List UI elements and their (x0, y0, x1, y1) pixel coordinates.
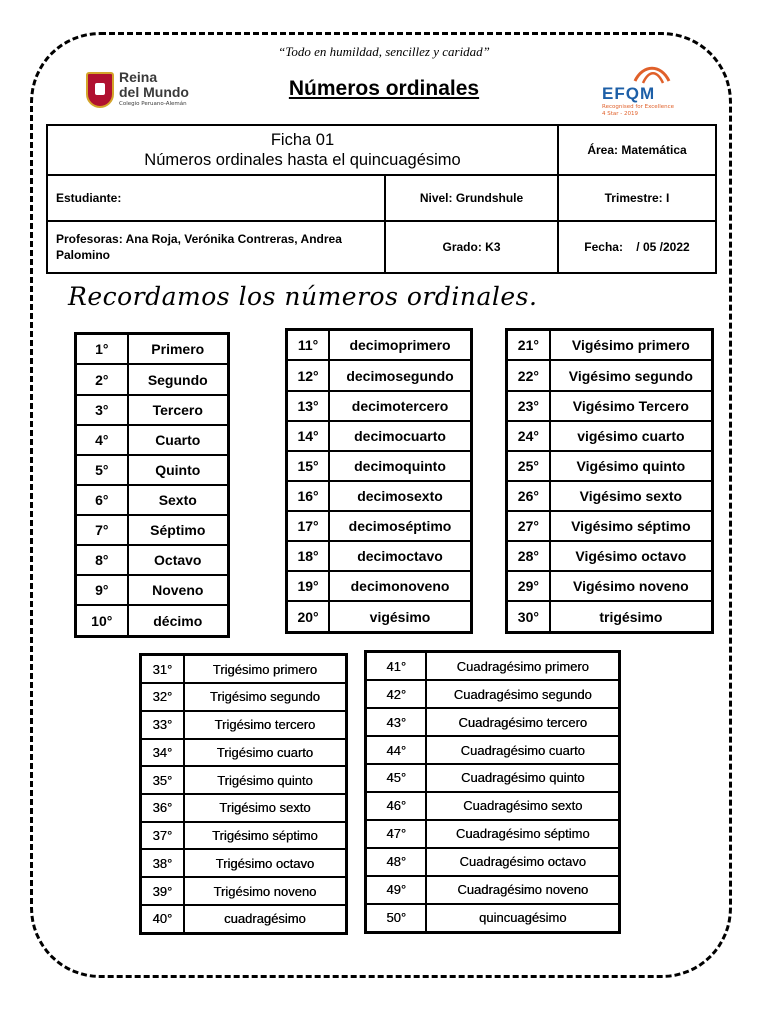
ordinal-number-cell: 36° (141, 794, 184, 822)
table-row (507, 571, 713, 601)
ordinal-word-cell: decimoctavo (329, 541, 471, 571)
table-row (76, 545, 229, 575)
ordinal-number-cell: 7° (76, 515, 128, 545)
ordinal-word-cell: decimosexto (329, 481, 471, 511)
ordinal-word-cell: Vigésimo primero (550, 330, 713, 361)
ordinal-word-cell: Trigésimo sexto (184, 794, 347, 822)
ordinal-word-cell: decimosegundo (329, 360, 471, 390)
ordinal-number-cell: 10° (76, 605, 128, 636)
table-row (366, 652, 620, 681)
ordinal-word-cell: quincuagésimo (426, 904, 619, 933)
grade-label: Grado: K3 (385, 221, 558, 273)
ordinal-number-cell: 32° (141, 683, 184, 711)
ordinal-table-41-50 (364, 650, 621, 934)
table-row (366, 764, 620, 792)
table-row (507, 541, 713, 571)
ordinal-table-1-10 (74, 332, 230, 638)
table-row (76, 395, 229, 425)
table-row (141, 822, 347, 850)
ordinal-number-cell: 41° (366, 652, 427, 681)
ordinal-number-cell: 30° (507, 601, 550, 632)
table-row (366, 708, 620, 736)
ordinal-number-cell: 22° (507, 360, 550, 390)
date-field: Fecha: / 05 /2022 (558, 221, 716, 273)
ordinal-word-cell: Cuadragésimo noveno (426, 876, 619, 904)
table-row (287, 330, 472, 361)
ordinal-number-cell: 18° (287, 541, 330, 571)
ordinal-number-cell: 2° (76, 364, 128, 394)
table-row (507, 601, 713, 632)
ordinal-number-cell: 26° (507, 481, 550, 511)
ordinal-word-cell: Vigésimo noveno (550, 571, 713, 601)
table-row (141, 739, 347, 767)
table-row (141, 794, 347, 822)
worksheet-info-table (46, 124, 717, 274)
table-row (141, 711, 347, 739)
table-row (366, 792, 620, 820)
ordinal-number-cell: 28° (507, 541, 550, 571)
ordinal-number-cell: 6° (76, 485, 128, 515)
table-row (366, 680, 620, 708)
ordinal-word-cell: decimocuarto (329, 421, 471, 451)
ordinal-number-cell: 31° (141, 655, 184, 684)
table-row (141, 766, 347, 794)
ordinal-table-11-20 (285, 328, 473, 634)
ordinal-word-cell: Trigésimo tercero (184, 711, 347, 739)
ordinal-word-cell: Vigésimo séptimo (550, 511, 713, 541)
worksheet-subject: Números ordinales hasta el quincuagésimo (144, 151, 461, 169)
ordinal-number-cell: 12° (287, 360, 330, 390)
ordinal-number-cell: 17° (287, 511, 330, 541)
table-row (287, 451, 472, 481)
ordinal-number-cell: 1° (76, 334, 128, 365)
ordinal-word-cell: decimoquinto (329, 451, 471, 481)
ordinal-number-cell: 11° (287, 330, 330, 361)
ordinal-word-cell: decimotercero (329, 391, 471, 421)
ordinal-word-cell: decimonoveno (329, 571, 471, 601)
table-row (507, 421, 713, 451)
ordinal-word-cell: Cuadragésimo séptimo (426, 820, 619, 848)
ordinal-number-cell: 50° (366, 904, 427, 933)
ordinal-number-cell: 29° (507, 571, 550, 601)
table-row (366, 820, 620, 848)
ordinal-number-cell: 40° (141, 905, 184, 934)
table-row (76, 334, 229, 365)
ordinal-word-cell: Trigésimo primero (184, 655, 347, 684)
table-row (141, 905, 347, 934)
ordinal-word-cell: Cuarto (128, 425, 229, 455)
ordinal-word-cell: Vigésimo octavo (550, 541, 713, 571)
ordinal-number-cell: 33° (141, 711, 184, 739)
ordinal-word-cell: cuadragésimo (184, 905, 347, 934)
ordinal-word-cell: Vigésimo Tercero (550, 391, 713, 421)
ordinal-number-cell: 42° (366, 680, 427, 708)
teachers-label: Profesoras: Ana Roja, Verónika Contreras, Andrea Palomino (47, 221, 385, 273)
ordinal-number-cell: 3° (76, 395, 128, 425)
school-subtitle: Colegio Peruano-Alemán (119, 101, 187, 107)
student-field: Estudiante: (47, 175, 385, 221)
ordinal-word-cell: Cuadragésimo quinto (426, 764, 619, 792)
ordinal-number-cell: 25° (507, 451, 550, 481)
efqm-logo (602, 64, 712, 120)
ordinal-word-cell: Cuadragésimo sexto (426, 792, 619, 820)
ordinal-number-cell: 48° (366, 848, 427, 876)
table-row (366, 876, 620, 904)
ordinal-word-cell: Cuadragésimo octavo (426, 848, 619, 876)
ordinal-number-cell: 45° (366, 764, 427, 792)
ordinal-number-cell: 24° (507, 421, 550, 451)
school-name: Reina del Mundo (119, 69, 189, 100)
table-row (287, 421, 472, 451)
ordinal-number-cell: 20° (287, 601, 330, 632)
ordinal-word-cell: trigésimo (550, 601, 713, 632)
ordinal-number-cell: 16° (287, 481, 330, 511)
ordinal-number-cell: 34° (141, 739, 184, 767)
ordinal-number-cell: 4° (76, 425, 128, 455)
ordinal-word-cell: Noveno (128, 575, 229, 605)
ordinal-number-cell: 47° (366, 820, 427, 848)
ordinal-word-cell: Sexto (128, 485, 229, 515)
ordinal-word-cell: Vigésimo segundo (550, 360, 713, 390)
table-row (141, 877, 347, 905)
table-row (287, 481, 472, 511)
ordinal-number-cell: 37° (141, 822, 184, 850)
ordinal-word-cell: Trigésimo segundo (184, 683, 347, 711)
ordinal-word-cell: Octavo (128, 545, 229, 575)
school-motto: “Todo en humildad, sencillez y caridad” (278, 44, 490, 59)
ordinal-word-cell: Vigésimo quinto (550, 451, 713, 481)
table-row (76, 515, 229, 545)
efqm-wordmark: EFQM (602, 84, 656, 103)
table-row (507, 451, 713, 481)
table-row (76, 455, 229, 485)
table-row (287, 601, 472, 632)
ordinal-word-cell: Cuadragésimo tercero (426, 708, 619, 736)
table-row (507, 360, 713, 390)
ordinal-number-cell: 35° (141, 766, 184, 794)
table-row (76, 575, 229, 605)
ordinal-word-cell: Séptimo (128, 515, 229, 545)
table-row (287, 571, 472, 601)
efqm-recognition: Recognised for Excellence 4 Star - 2019 (602, 104, 675, 117)
table-row (366, 904, 620, 933)
ordinal-word-cell: decimoséptimo (329, 511, 471, 541)
ordinal-word-cell: Vigésimo sexto (550, 481, 713, 511)
table-row (76, 364, 229, 394)
worksheet-heading-cell (47, 125, 558, 175)
ordinal-number-cell: 9° (76, 575, 128, 605)
table-row (507, 391, 713, 421)
level-label: Nivel: Grundshule (385, 175, 558, 221)
ordinal-word-cell: Trigésimo cuarto (184, 739, 347, 767)
ordinal-number-cell: 39° (141, 877, 184, 905)
ordinal-word-cell: Quinto (128, 455, 229, 485)
table-row (76, 605, 229, 636)
ordinal-word-cell: Segundo (128, 364, 229, 394)
ordinal-number-cell: 43° (366, 708, 427, 736)
page-title: Números ordinales (288, 77, 480, 100)
area-label: Área: Matemática (558, 125, 716, 175)
ordinal-word-cell: vigésimo cuarto (550, 421, 713, 451)
ordinal-word-cell: Primero (128, 334, 229, 365)
ordinal-number-cell: 15° (287, 451, 330, 481)
ordinal-word-cell: Tercero (128, 395, 229, 425)
table-row (76, 485, 229, 515)
ordinal-word-cell: Trigésimo noveno (184, 877, 347, 905)
ordinal-number-cell: 27° (507, 511, 550, 541)
table-row (507, 511, 713, 541)
table-row (76, 425, 229, 455)
ordinal-number-cell: 46° (366, 792, 427, 820)
ordinal-number-cell: 8° (76, 545, 128, 575)
table-row (141, 655, 347, 684)
ordinal-word-cell: Trigésimo séptimo (184, 822, 347, 850)
ordinal-number-cell: 14° (287, 421, 330, 451)
worksheet-number: Ficha 01 (270, 131, 335, 149)
ordinal-word-cell: decimoprimero (329, 330, 471, 361)
ordinal-table-21-30 (505, 328, 714, 634)
table-row (366, 848, 620, 876)
table-row (287, 541, 472, 571)
ordinal-number-cell: 38° (141, 849, 184, 877)
table-row (366, 736, 620, 764)
ordinal-word-cell: vigésimo (329, 601, 471, 632)
table-row (507, 481, 713, 511)
ordinal-word-cell: Cuadragésimo cuarto (426, 736, 619, 764)
table-row (287, 511, 472, 541)
ordinal-number-cell: 49° (366, 876, 427, 904)
efqm-knot-icon (621, 64, 683, 86)
ordinal-word-cell: décimo (128, 605, 229, 636)
ordinal-number-cell: 44° (366, 736, 427, 764)
term-label: Trimestre: I (558, 175, 716, 221)
ordinal-word-cell: Trigésimo quinto (184, 766, 347, 794)
ordinal-table-31-40 (139, 653, 348, 935)
table-row (507, 330, 713, 361)
ordinal-word-cell: Trigésimo octavo (184, 849, 347, 877)
ordinal-number-cell: 19° (287, 571, 330, 601)
table-row (141, 849, 347, 877)
ordinal-number-cell: 5° (76, 455, 128, 485)
ordinal-number-cell: 21° (507, 330, 550, 361)
table-row (141, 683, 347, 711)
ordinal-word-cell: Cuadragésimo segundo (426, 680, 619, 708)
ordinal-word-cell: Cuadragésimo primero (426, 652, 619, 681)
table-row (287, 391, 472, 421)
table-row (287, 360, 472, 390)
ordinal-number-cell: 13° (287, 391, 330, 421)
ordinal-number-cell: 23° (507, 391, 550, 421)
section-heading: Recordamos los números ordinales. (68, 282, 538, 311)
